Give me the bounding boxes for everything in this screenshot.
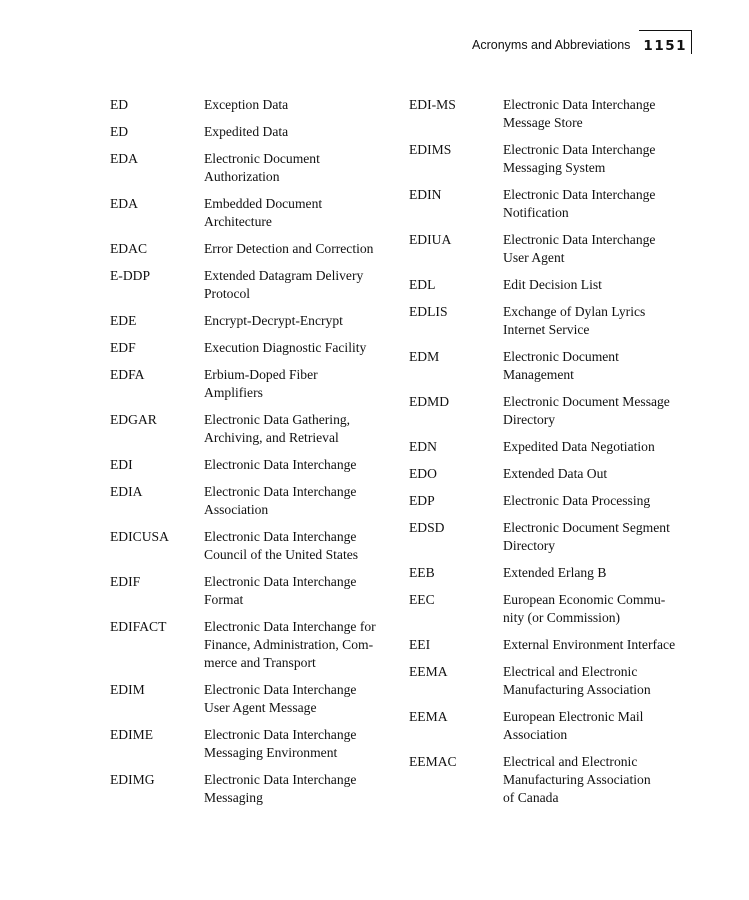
acronym: EDM bbox=[409, 349, 440, 364]
expansion: Electronic Data Interchange Message Store bbox=[503, 97, 656, 130]
expansion: Exchange of Dylan Lyrics Internet Service bbox=[503, 304, 646, 337]
expansion: Electrical and Electronic Manufacturing Association bbox=[503, 664, 651, 697]
glossary-entry bbox=[110, 483, 400, 519]
acronym: EEMA bbox=[409, 664, 448, 679]
glossary-entry bbox=[110, 681, 400, 717]
acronym: EDE bbox=[110, 313, 137, 328]
acronym: EDN bbox=[409, 439, 437, 454]
expansion: Electronic Data Interchange User Agent bbox=[503, 232, 656, 265]
glossary-entry bbox=[110, 312, 400, 330]
glossary-entry bbox=[409, 186, 701, 222]
glossary-entry bbox=[409, 393, 701, 429]
expansion: Electronic Data Interchange Council of the United States bbox=[204, 529, 359, 562]
expansion: Electronic Data Interchange Association bbox=[204, 484, 357, 517]
glossary-entry bbox=[110, 150, 400, 186]
acronym: EDIN bbox=[409, 187, 442, 202]
acronym: EDGAR bbox=[110, 412, 157, 427]
acronym: EDIFACT bbox=[110, 619, 167, 634]
expansion: Electronic Data Interchange Notification bbox=[503, 187, 656, 220]
expansion: Exception Data bbox=[204, 97, 289, 112]
glossary-entry bbox=[409, 303, 701, 339]
expansion: External Environment Interface bbox=[503, 637, 676, 652]
glossary-entry bbox=[409, 591, 701, 627]
acronym: EDIME bbox=[110, 727, 154, 742]
glossary-entry bbox=[409, 519, 701, 555]
expansion: Error Detection and Correction bbox=[204, 241, 374, 256]
expansion: Electronic Data Interchange User Agent Message bbox=[204, 682, 357, 715]
expansion: Erbium-Doped Fiber Amplifiers bbox=[204, 367, 318, 400]
glossary-entry bbox=[110, 366, 400, 402]
glossary-entry bbox=[409, 141, 701, 177]
acronym: EDIMS bbox=[409, 142, 452, 157]
expansion: Electronic Document Segment Directory bbox=[503, 520, 670, 553]
expansion: Execution Diagnostic Facility bbox=[204, 340, 367, 355]
expansion: Electronic Document Management bbox=[503, 349, 619, 382]
acronym: EEMA bbox=[409, 709, 448, 724]
right-column bbox=[409, 96, 701, 816]
expansion: Electronic Data Interchange for Finance, Administration, Com- merce and Transport bbox=[204, 619, 376, 670]
acronym: EDL bbox=[409, 277, 436, 292]
glossary-entry bbox=[409, 438, 701, 456]
acronym: ED bbox=[110, 124, 129, 139]
glossary-entry bbox=[409, 663, 701, 699]
glossary-entry bbox=[409, 636, 701, 654]
glossary-entry bbox=[110, 339, 400, 357]
acronym: EDFA bbox=[110, 367, 145, 382]
glossary-entry bbox=[110, 618, 400, 672]
page-number: 1151 bbox=[639, 30, 692, 54]
acronym: EDICUSA bbox=[110, 529, 169, 544]
expansion: European Economic Commu- nity (or Commission) bbox=[503, 592, 666, 625]
acronym: EDIA bbox=[110, 484, 143, 499]
glossary-entry bbox=[110, 195, 400, 231]
expansion: Electronic Data Interchange Format bbox=[204, 574, 357, 607]
acronym: ED bbox=[110, 97, 129, 112]
expansion: Edit Decision List bbox=[503, 277, 602, 292]
glossary-entry bbox=[110, 267, 400, 303]
acronym: EDMD bbox=[409, 394, 450, 409]
running-title: Acronyms and Abbreviations bbox=[472, 38, 631, 52]
acronym: EDP bbox=[409, 493, 435, 508]
glossary-entry bbox=[110, 771, 400, 807]
expansion: Electronic Data Interchange Messaging Environment bbox=[204, 727, 357, 760]
glossary-entry bbox=[110, 726, 400, 762]
glossary-entry bbox=[110, 96, 400, 114]
expansion: Electronic Data Processing bbox=[503, 493, 651, 508]
glossary-entry bbox=[409, 708, 701, 744]
acronym: EDO bbox=[409, 466, 437, 481]
expansion: Expedited Data Negotiation bbox=[503, 439, 655, 454]
acronym: EDIF bbox=[110, 574, 141, 589]
glossary-entry bbox=[110, 573, 400, 609]
running-header bbox=[472, 30, 692, 54]
expansion: Expedited Data bbox=[204, 124, 289, 139]
glossary-entry bbox=[110, 528, 400, 564]
expansion: European Electronic Mail Association bbox=[503, 709, 644, 742]
glossary-entry bbox=[409, 96, 701, 132]
glossary-entry bbox=[110, 411, 400, 447]
expansion: Extended Erlang B bbox=[503, 565, 607, 580]
glossary-entry bbox=[110, 240, 400, 258]
glossary-entry bbox=[409, 465, 701, 483]
acronym: EEB bbox=[409, 565, 435, 580]
acronym: EDIUA bbox=[409, 232, 452, 247]
acronym: EDA bbox=[110, 196, 138, 211]
expansion: Electronic Document Message Directory bbox=[503, 394, 670, 427]
acronym: E-DDP bbox=[110, 268, 151, 283]
glossary-entry bbox=[409, 564, 701, 582]
expansion: Embedded Document Architecture bbox=[204, 196, 323, 229]
glossary-entry bbox=[409, 492, 701, 510]
acronym: EEMAC bbox=[409, 754, 457, 769]
acronym: EDAC bbox=[110, 241, 148, 256]
acronym: EDIMG bbox=[110, 772, 155, 787]
expansion: Electronic Data Interchange bbox=[204, 457, 357, 472]
acronym: EDLIS bbox=[409, 304, 448, 319]
acronym: EDF bbox=[110, 340, 136, 355]
acronym: EEC bbox=[409, 592, 435, 607]
glossary-entry bbox=[409, 753, 701, 807]
glossary-entry bbox=[409, 276, 701, 294]
expansion: Extended Datagram Delivery Protocol bbox=[204, 268, 364, 301]
glossary-entry bbox=[110, 456, 400, 474]
expansion: Extended Data Out bbox=[503, 466, 608, 481]
left-column bbox=[110, 96, 400, 816]
acronym: EDSD bbox=[409, 520, 445, 535]
expansion: Electronic Data Interchange Messaging bbox=[204, 772, 357, 805]
acronym: EDIM bbox=[110, 682, 145, 697]
expansion: Electronic Document Authorization bbox=[204, 151, 320, 184]
expansion: Electrical and Electronic Manufacturing Association of Canada bbox=[503, 754, 651, 805]
glossary-entry bbox=[409, 348, 701, 384]
acronym: EDA bbox=[110, 151, 138, 166]
expansion: Electronic Data Gathering, Archiving, and Retrieval bbox=[204, 412, 351, 445]
glossary-entry bbox=[110, 123, 400, 141]
acronym: EDI-MS bbox=[409, 97, 456, 112]
expansion: Electronic Data Interchange Messaging System bbox=[503, 142, 656, 175]
acronym: EDI bbox=[110, 457, 133, 472]
acronym: EEI bbox=[409, 637, 431, 652]
glossary-entry bbox=[409, 231, 701, 267]
expansion: Encrypt-Decrypt-Encrypt bbox=[204, 313, 343, 328]
